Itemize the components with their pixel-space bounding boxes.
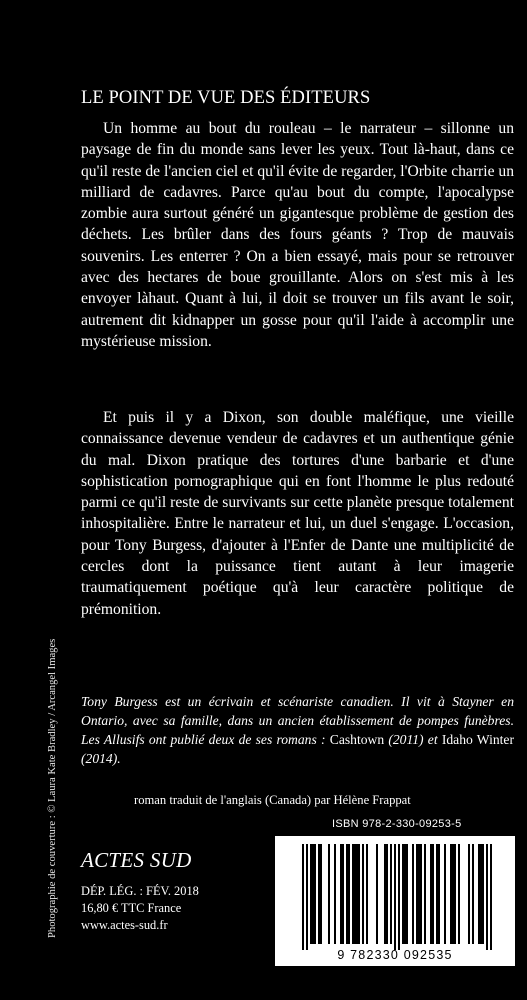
barcode-bar: [454, 844, 456, 944]
bio-text-2: (2011) et: [384, 732, 442, 747]
barcode-bar: [348, 844, 350, 944]
barcode-bar: [478, 844, 480, 944]
barcode-bar: [404, 844, 406, 944]
barcode-bar: [358, 844, 360, 944]
barcode-bar: [472, 844, 474, 944]
barcode-bar: [334, 844, 336, 944]
barcode-bar: [444, 844, 446, 944]
publisher-name: ACTES SUD: [81, 848, 192, 872]
isbn-label: ISBN 978-2-330-09253-5: [332, 818, 462, 830]
barcode-bar: [312, 844, 314, 944]
barcode-bar: [390, 844, 392, 944]
bio-book-title-2: Idaho Winter: [441, 732, 514, 747]
barcode-bar: [314, 844, 316, 944]
barcode-bar: [416, 844, 418, 944]
barcode-digits: 9 782330 092535: [337, 948, 453, 962]
author-bio: [81, 692, 514, 768]
translator-credit: roman traduit de l'anglais (Canada) par Hélène Frappat: [134, 793, 411, 807]
barcode-bar: [352, 844, 354, 944]
barcode-bar: [430, 844, 432, 944]
barcode-bar: [424, 844, 426, 944]
barcode-bar: [384, 844, 386, 944]
barcode-bar: [346, 844, 348, 944]
barcode-bar: [398, 844, 400, 950]
barcode-bar: [306, 844, 308, 950]
barcode-bar: [356, 844, 358, 944]
barcode: [275, 836, 515, 966]
barcode-bar: [406, 844, 408, 944]
barcode-bar: [450, 844, 452, 944]
barcode-bar: [468, 844, 470, 944]
barcode-bar: [340, 844, 342, 944]
synopsis-paragraph-2: Et puis il y a Dixon, son double maléfique, une vieille connaissance devenue vendeur de cadavres et un authentique génie du mal. Dixon pratique des tortures d'une barbarie et d'une sophistication pornographique qui en font l'homme le plus redouté parmi ce qu'il reste de survivants sur cette planète presque totalement inhospitalière. Entre le narrateur et lui, un duel s'engage. L'occasion, pour Tony Burgess, d'ajouter à l'Enfer de Dante une multiplicité de cercles dont la puissance tient autant à leur imagerie traumatiquement poétique qu'à leur caractère politique de prémonition.: [81, 409, 514, 618]
legal-deposit: DÉP. LÉG. : FÉV. 2018: [81, 884, 199, 898]
barcode-bar: [490, 844, 492, 950]
publisher-website: www.actes-sud.fr: [81, 918, 168, 932]
barcode-bar: [458, 844, 460, 944]
barcode-bar: [366, 844, 368, 944]
photo-credit: Photographie de couverture : © Laura Kate Bradley / Arcangel Images: [47, 638, 58, 938]
barcode-bar: [420, 844, 422, 944]
barcode-bar: [318, 844, 320, 944]
barcode-bar: [436, 844, 438, 944]
barcode-bar: [328, 844, 330, 944]
bio-text-1: Tony Burgess est un écrivain et scénariste canadien. Il vit à Stayner en Ontario, avec sa famille, dans un ancien établissement de pompes funèbres. Les Allusifs ont publié deux de ses romans :: [81, 694, 514, 747]
barcode-bar: [486, 844, 488, 950]
barcode-bar: [320, 844, 322, 944]
barcode-bar: [438, 844, 440, 944]
barcode-bar: [302, 844, 304, 950]
barcode-bar: [310, 844, 312, 944]
barcode-icon: [275, 836, 515, 966]
barcode-bar: [432, 844, 434, 944]
barcode-bar: [480, 844, 482, 944]
barcode-bar: [482, 844, 484, 944]
barcode-bar: [342, 844, 344, 944]
barcode-bar: [354, 844, 356, 944]
barcode-bar: [362, 844, 364, 944]
barcode-bar: [418, 844, 420, 944]
bio-text-3: (2014).: [81, 751, 121, 766]
synopsis-paragraph-1: Un homme au bout du rouleau – le narrateur – sillonne un paysage de fin du monde sans lever les yeux. Tout là-haut, dans ce qu'il reste de l'ancien ciel et qu'il évite de regarder, l'Orbite charrie un milliard de cadavres. Parce qu'au bout du compte, l'apocalypse zombie aura surtout généré un gigantesque problème de gestion des déchets. Les brûler dans des fours géants ? Trop de mauvais souvenirs. Les enterrer ? On a bien essayé, mais pour se retrouver avec des hectares de boue grouillante. Alors on s'est mis à les envoyer làhaut. Quant à lui, il doit se trouver un fils avant le soir, autrement dit kidnapper un gosse pour qu'il l'aide à accomplir une mystérieuse mission.: [81, 120, 514, 350]
section-heading: LE POINT DE VUE DES ÉDITEURS: [81, 88, 371, 108]
barcode-bar: [452, 844, 454, 944]
price-label: 16,80 € TTC France: [81, 901, 182, 915]
bio-book-title-1: Cashtown: [329, 732, 385, 747]
barcode-bar: [412, 844, 414, 944]
barcode-bar: [402, 844, 404, 944]
barcode-bar: [376, 844, 378, 944]
barcode-bar: [394, 844, 396, 950]
barcode-bar: [386, 844, 388, 944]
